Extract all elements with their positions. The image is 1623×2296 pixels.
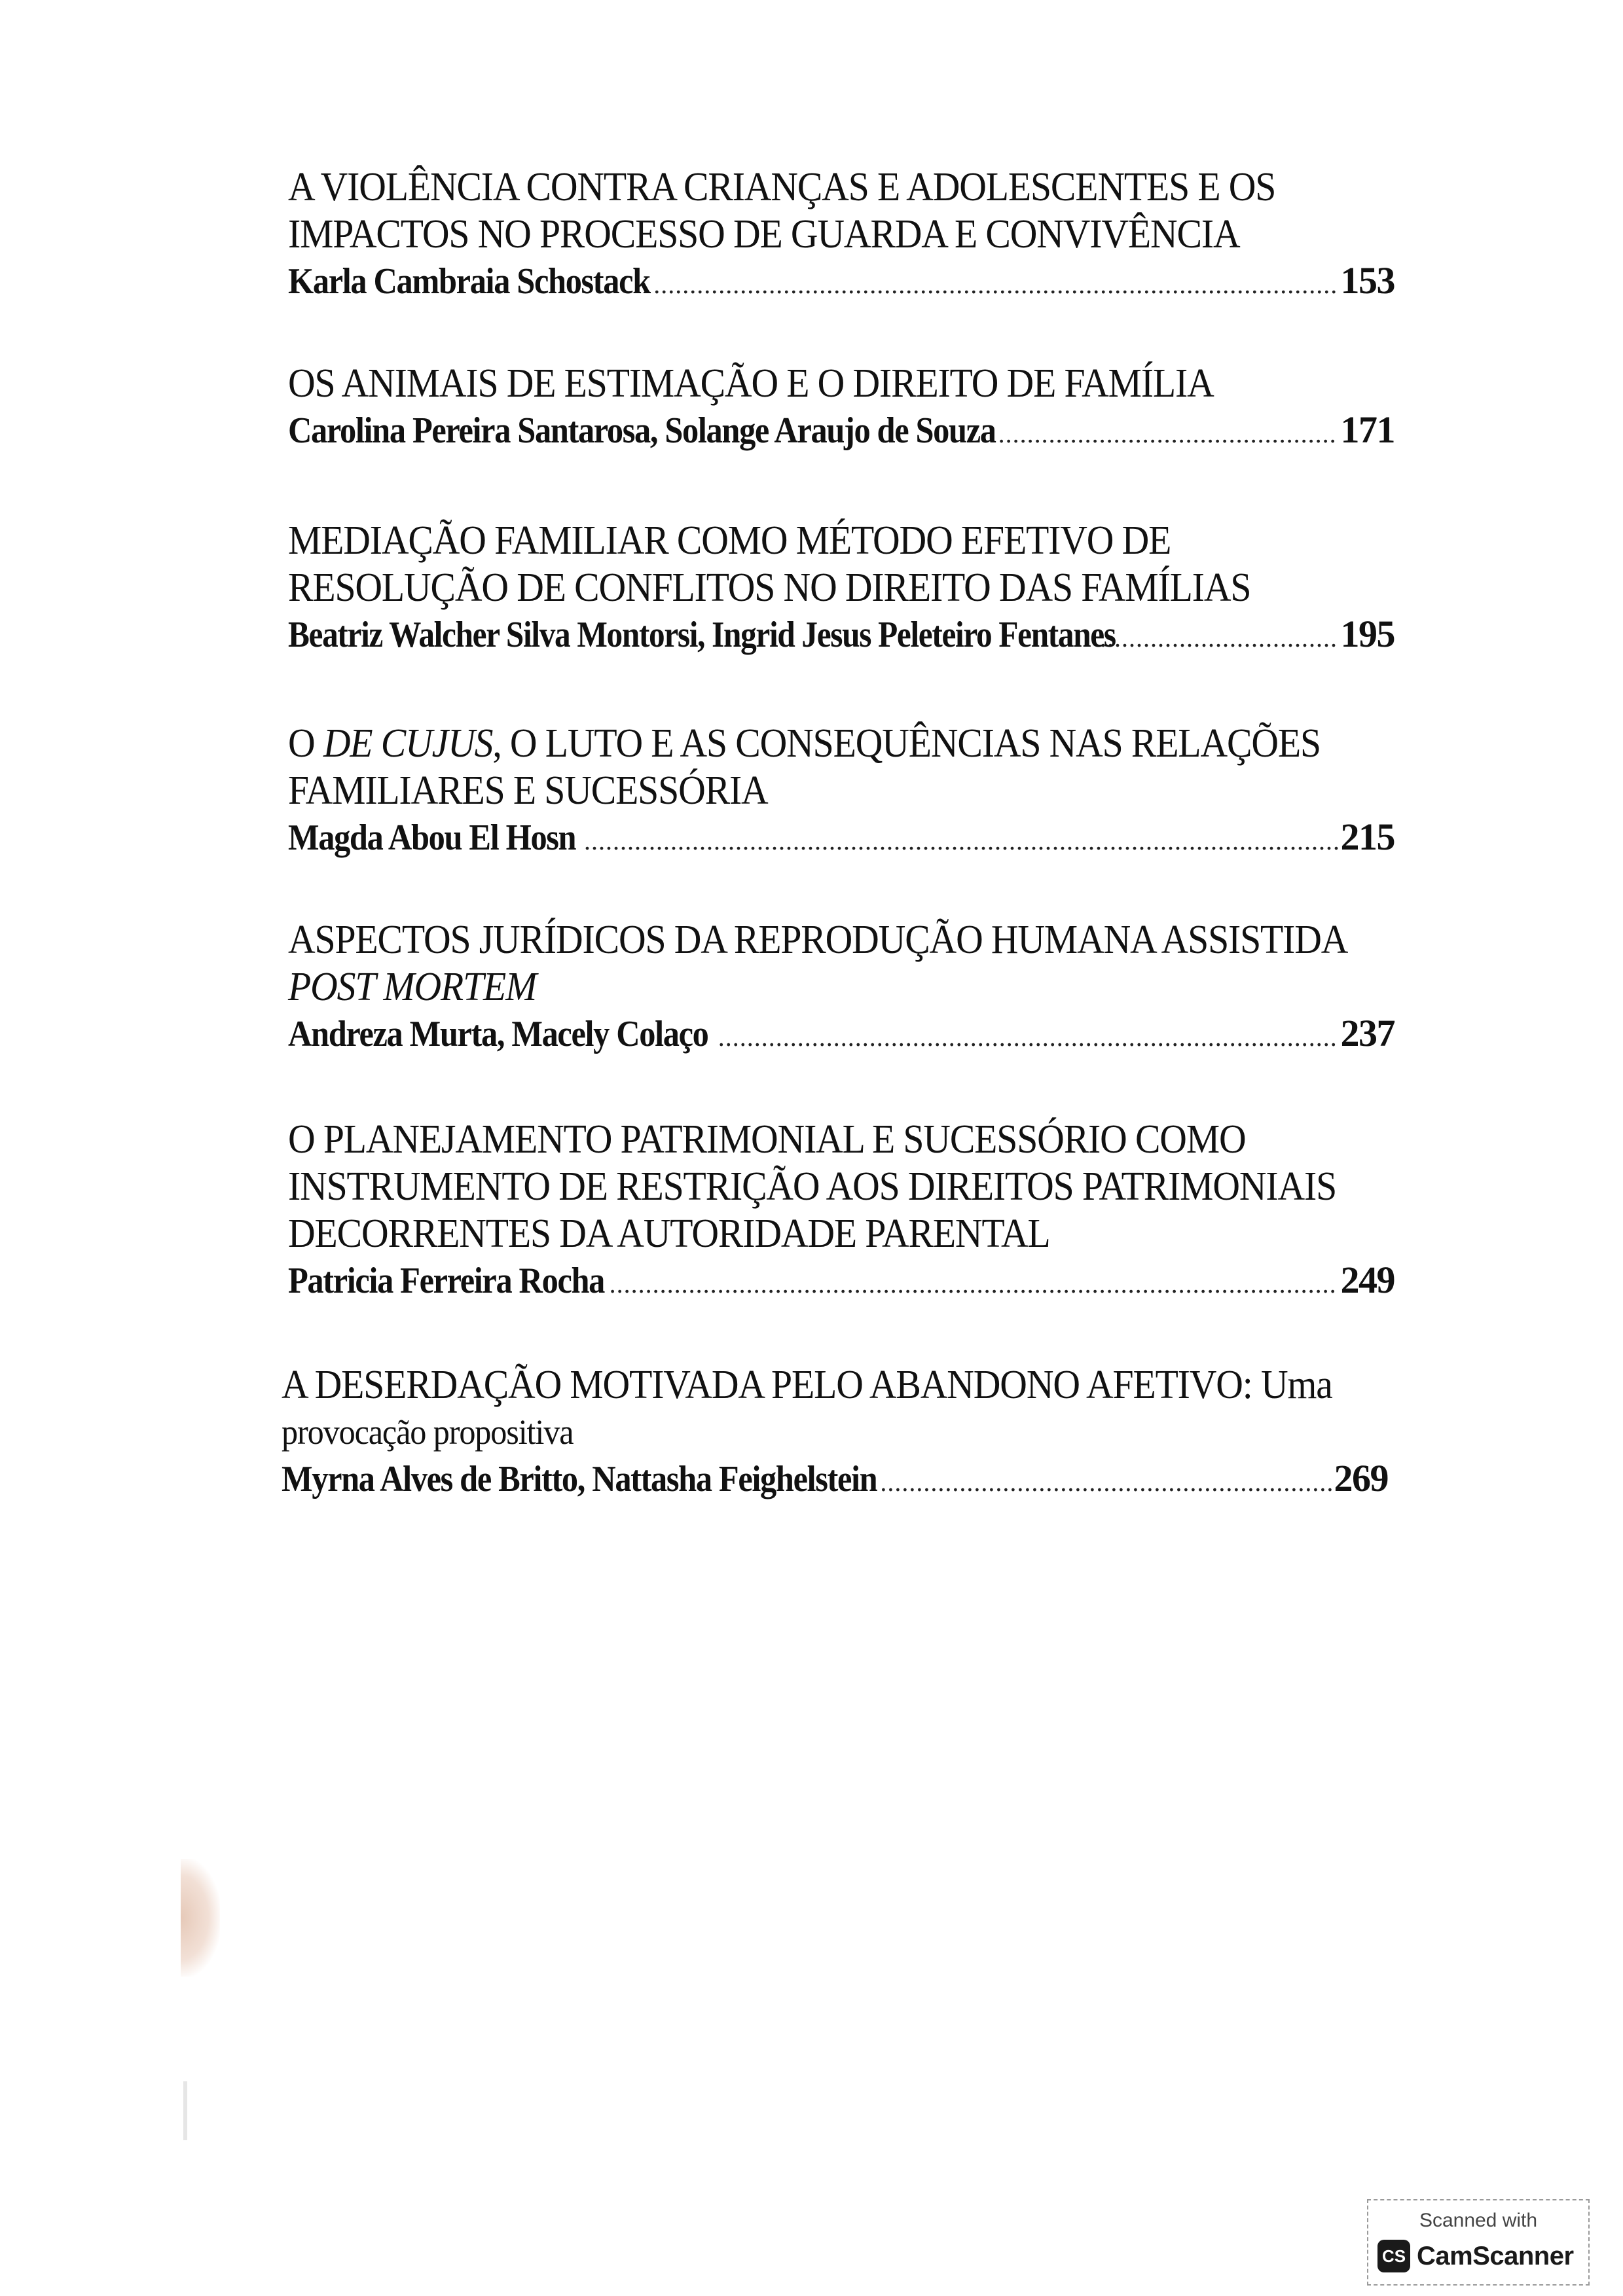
dot-leader bbox=[718, 1014, 1338, 1060]
entry-page-number: 215 bbox=[1340, 816, 1395, 858]
finger-edge-decoration bbox=[181, 1859, 220, 1977]
camscanner-logo-icon: CS bbox=[1377, 2240, 1410, 2272]
entry-title-prefix: O bbox=[288, 721, 323, 766]
watermark-brand: CamScanner bbox=[1417, 2241, 1574, 2270]
entry-title-line: INSTRUMENTO DE RESTRIÇÃO AOS DIREITOS PATRIMONIAIS bbox=[288, 1164, 1337, 1209]
entry-title-line: provocação propositiva bbox=[282, 1412, 574, 1452]
entry-authors: Carolina Pereira Santarosa, Solange Araujo de Souza bbox=[288, 410, 996, 451]
entry-author-line bbox=[288, 407, 1395, 457]
entry-authors: Magda Abou El Hosn bbox=[288, 817, 576, 858]
dot-leader bbox=[610, 1261, 1338, 1307]
watermark-brand-row bbox=[1377, 2240, 1574, 2272]
entry-author-line bbox=[288, 1257, 1395, 1307]
entry-title-line: A VIOLÊNCIA CONTRA CRIANÇAS E ADOLESCENTES E OS bbox=[288, 165, 1276, 209]
toc-entry-2 bbox=[288, 360, 1395, 457]
dot-leader bbox=[880, 1460, 1331, 1505]
entry-authors: Beatriz Walcher Silva Montorsi, Ingrid Jesus Peleteiro Fentanes bbox=[288, 615, 1116, 655]
entry-title-line: DECORRENTES DA AUTORIDADE PARENTAL bbox=[288, 1211, 1050, 1256]
toc-entry-4 bbox=[288, 720, 1395, 864]
entry-author-line bbox=[288, 1011, 1395, 1060]
entry-page-number: 249 bbox=[1340, 1259, 1395, 1301]
entry-page-number: 195 bbox=[1340, 613, 1395, 655]
entry-authors: Andreza Murta, Macely Colaço bbox=[288, 1014, 708, 1054]
edge-line-decoration bbox=[183, 2081, 187, 2140]
toc-entry-7 bbox=[282, 1361, 1388, 1505]
dot-leader bbox=[998, 411, 1338, 457]
toc-entry-3 bbox=[288, 517, 1395, 661]
entry-author-line bbox=[288, 814, 1395, 864]
entry-title-line bbox=[288, 963, 1317, 1011]
toc-entry-1 bbox=[288, 164, 1395, 308]
entry-title-line: MEDIAÇÃO FAMILIAR COMO MÉTODO EFETIVO DE bbox=[288, 518, 1171, 563]
entry-title-italic: DE CUJUS bbox=[323, 721, 493, 766]
toc-entry-5 bbox=[288, 916, 1395, 1060]
entry-title-line: IMPACTOS NO PROCESSO DE GUARDA E CONVIVÊNCIA bbox=[288, 212, 1240, 257]
entry-author-line bbox=[288, 611, 1395, 661]
entry-page-number: 153 bbox=[1340, 259, 1395, 302]
entry-title-line: O PLANEJAMENTO PATRIMONIAL E SUCESSÓRIO COMO bbox=[288, 1117, 1246, 1162]
entry-title-suffix: , O LUTO E AS CONSEQUÊNCIAS NAS RELAÇÕES bbox=[492, 721, 1321, 766]
entry-title-italic: POST MORTEM bbox=[288, 965, 537, 1009]
entry-author-line bbox=[288, 258, 1395, 308]
entry-title-line: OS ANIMAIS DE ESTIMAÇÃO E O DIREITO DE FAMÍLIA bbox=[288, 361, 1214, 406]
toc-entry-6 bbox=[288, 1116, 1395, 1307]
entry-title-line: FAMILIARES E SUCESSÓRIA bbox=[288, 768, 768, 813]
entry-page-number: 171 bbox=[1340, 408, 1395, 451]
dot-leader bbox=[1100, 615, 1338, 661]
camscanner-watermark bbox=[1367, 2199, 1590, 2286]
entry-title-line bbox=[288, 720, 1321, 767]
entry-author-line bbox=[282, 1456, 1388, 1505]
watermark-caption: Scanned with bbox=[1419, 2210, 1538, 2231]
entry-authors: Patricia Ferreira Rocha bbox=[288, 1261, 604, 1301]
entry-title-line: RESOLUÇÃO DE CONFLITOS NO DIREITO DAS FAMÍLIAS bbox=[288, 565, 1251, 610]
entry-page-number: 269 bbox=[1334, 1457, 1388, 1499]
entry-title-line: ASPECTOS JURÍDICOS DA REPRODUÇÃO HUMANA ASSISTIDA bbox=[288, 918, 1348, 962]
entry-authors: Myrna Alves de Britto, Nattasha Feighelstein bbox=[282, 1459, 877, 1499]
entry-authors: Karla Cambraia Schostack bbox=[288, 261, 650, 302]
entry-page-number: 237 bbox=[1340, 1012, 1395, 1054]
dot-leader bbox=[653, 262, 1338, 308]
dot-leader bbox=[584, 818, 1338, 864]
entry-title-line: A DESERDAÇÃO MOTIVADA PELO ABANDONO AFETIVO: Uma bbox=[282, 1363, 1332, 1407]
